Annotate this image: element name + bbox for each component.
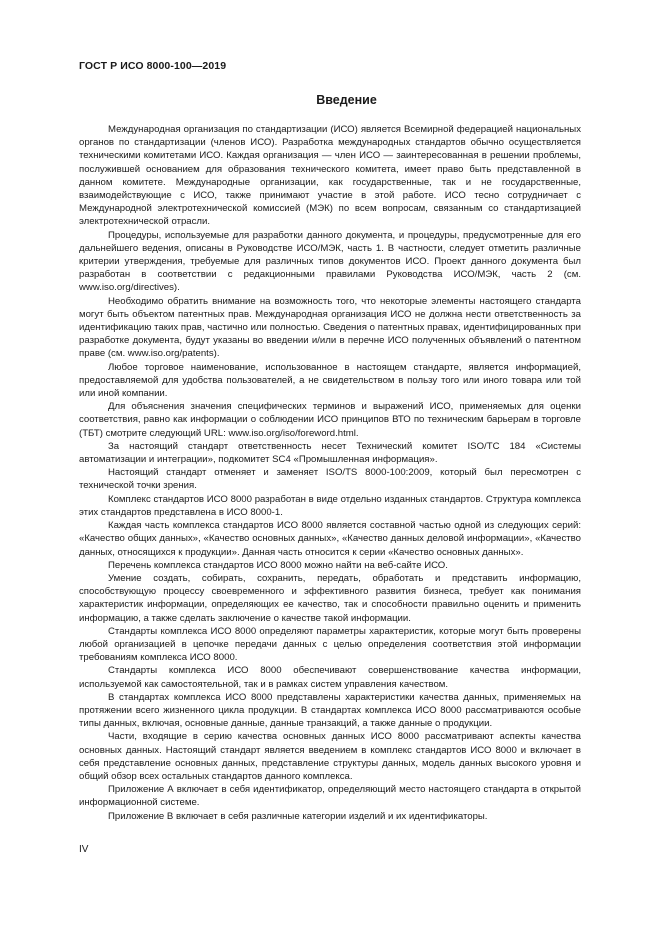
paragraph: Любое торговое наименование, использованное в настоящем стандарте, является информацией, предоставляемой для удобства пользователей, а не свидетельством в пользу того или иного товара или той или иной компании. (79, 361, 581, 400)
paragraph: За настоящий стандарт ответственность несет Технический комитет ISO/TC 184 «Системы автоматизации и интеграции», подкомитет SC4 «Промышленная информация». (79, 440, 581, 466)
paragraph: Умение создать, собирать, сохранить, передать, обработать и представить информацию, способствующую процессу своевременного и эффективного развития бизнеса, требует как понимания характеристик информации, определяющих ее качество, так и способности правильно оценить и применить информацию, а также сделать заключение о качестве такой информации. (79, 572, 581, 624)
paragraph: Стандарты комплекса ИСО 8000 определяют параметры характеристик, которые могут быть проверены любой организацией в цепочке передачи данных с целью определения соответствия этой информации требованиям комплекса ИСО 8000. (79, 625, 581, 664)
paragraph: Процедуры, используемые для разработки данного документа, и процедуры, предусмотренные для его дальнейшего ведения, описаны в Руководстве ИСО/МЭК, часть 1. В частности, следует отметить различные критерии утверждения, требуемые для различных типов документов ИСО. Проект данного документа был разработан в соответствии с редакционными правилами Руководства ИСО/МЭК, часть 2 (см. www.iso.org/directives). (79, 229, 581, 294)
document-body (79, 123, 581, 823)
paragraph: Настоящий стандарт отменяет и заменяет ISO/TS 8000-100:2009, который был пересмотрен с технической точки зрения. (79, 467, 581, 492)
paragraph: Части, входящие в серию качества основных данных ИСО 8000 рассматривают аспекты качества основных данных. Настоящий стандарт является введением в комплекс стандартов ИСО 8000 и включает в себя представление основных данных, представление структуры данных, модель данных высокого уровня и общий обзор всех остальных стандартов данного комплекса. (79, 731, 581, 782)
paragraph: Приложение В включает в себя различные категории изделий и их идентификаторы. (108, 810, 488, 822)
section-title: Введение (316, 93, 377, 107)
paragraph: Каждая часть комплекса стандартов ИСО 8000 является составной частью одной из следующих серий: «Качество общих данных», «Качество основных данных», «Качество данных деловой информации», «Качество данных, относящихся к продукции». Данная часть относится к серии «Качество основных данных». (79, 520, 581, 558)
paragraph: Перечень комплекса стандартов ИСО 8000 можно найти на веб-сайте ИСО. (108, 559, 448, 571)
paragraph: Приложение А включает в себя идентификатор, определяющий место настоящего стандарта в открытой информационной системе. (79, 784, 581, 809)
paragraph: Международная организация по стандартизации (ИСО) является Всемирной федерацией национальных органов по стандартизации (членов ИСО). Разработка международных стандартов обычно осуществляется техническими комитетами ИСО. Каждая организация — член ИСО — заинтересованная в решении проблемы, послужившей основанием для образования технического комитета, имеет право быть представленной в данном комитете. Международные организации, как государственные, так и не государственные, взаимодействующие с ИСО, также принимают участие в этой работе. ИСО тесно сотрудничает с Международной электротехнической комиссией (МЭК) по всем вопросам, связанным со стандартизацией электротехнической отрасли. (79, 124, 581, 228)
document-header: ГОСТ Р ИСО 8000-100—2019 (79, 60, 227, 72)
paragraph: Комплекс стандартов ИСО 8000 разработан в виде отдельно изданных стандартов. Структура комплекса этих стандартов представлена в ИСО 8000-1. (79, 493, 581, 518)
paragraph: В стандартах комплекса ИСО 8000 представлены характеристики качества данных, применяемых на протяжении всего жизненного цикла продукции. В стандартах комплекса ИСО 8000 рассматриваются особые типы данных, включая, основные данные, данные транзакций, а также данные о продукции. (79, 691, 581, 730)
paragraph: Стандарты комплекса ИСО 8000 обеспечивают совершенствование качества информации, используемой как самостоятельной, так и в рамках систем управления качеством. (79, 665, 581, 690)
paragraph: Для объяснения значения специфических терминов и выражений ИСО, применяемых для оценки соответствия, равно как информации о соблюдении ИСО принципов ВТО по техническим барьерам в торговле (ТБТ) смотрите следующий URL: www.iso.org/iso/foreword.html. (79, 401, 581, 439)
paragraph: Необходимо обратить внимание на возможность того, что некоторые элементы настоящего стандарта могут быть объектом патентных прав. Международная организация ИСО не должна нести ответственность за идентификацию таких прав, частично или полностью. Сведения о патентных правах, идентифицированных при разработке документа, будут указаны во введении и/или в перечне ИСО полученных объявлений о патентном праве (см. www.iso.org/patents). (79, 295, 581, 360)
page-number: IV (79, 844, 89, 855)
